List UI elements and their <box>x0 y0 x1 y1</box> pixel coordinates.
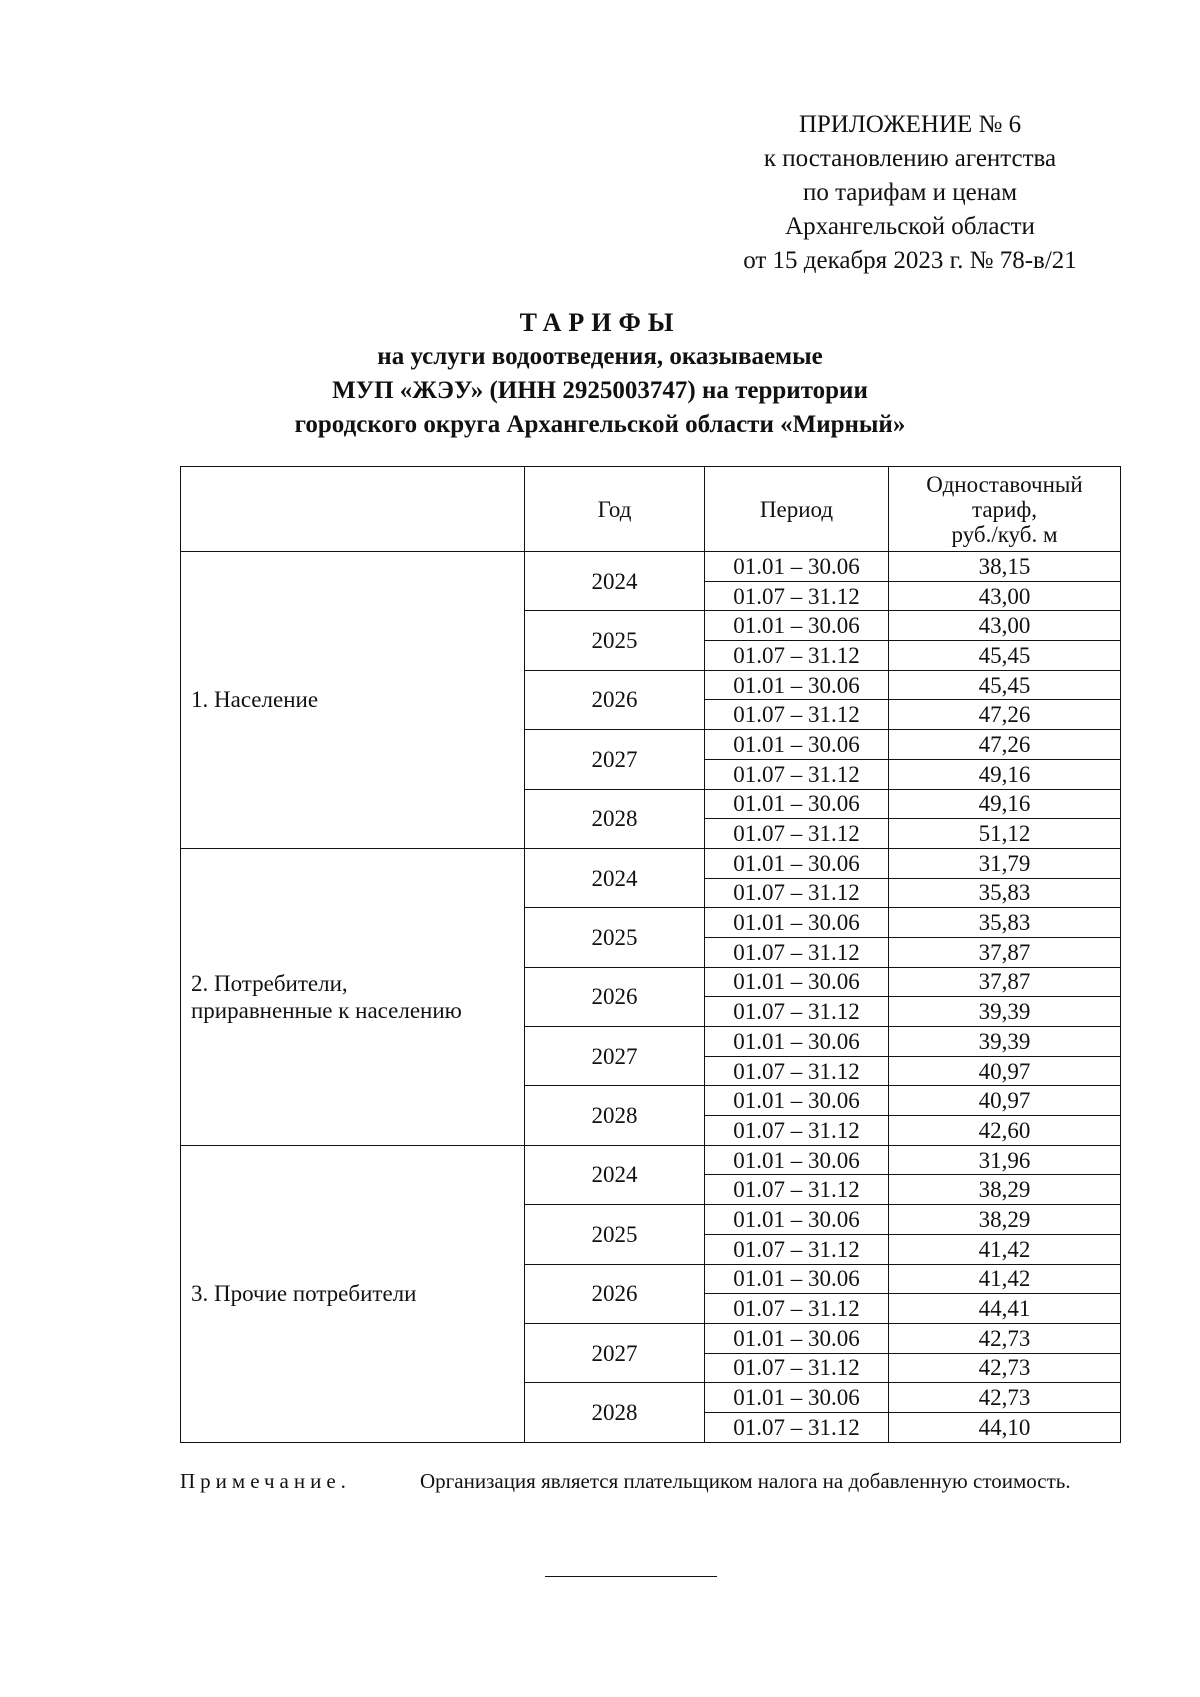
period-cell: 01.01 – 30.06 <box>705 967 889 997</box>
period-cell: 01.01 – 30.06 <box>705 1264 889 1294</box>
rate-cell: 43,00 <box>889 581 1121 611</box>
rate-cell: 47,26 <box>889 730 1121 760</box>
category-label: 1. Население <box>191 687 319 713</box>
period-cell: 01.07 – 31.12 <box>705 1234 889 1264</box>
year-cell: 2025 <box>525 1205 705 1264</box>
period-cell: 01.07 – 31.12 <box>705 1056 889 1086</box>
year-cell: 2026 <box>525 1264 705 1323</box>
rate-cell: 49,16 <box>889 759 1121 789</box>
period-cell: 01.07 – 31.12 <box>705 1294 889 1324</box>
rate-cell: 35,83 <box>889 908 1121 938</box>
appendix-header <box>720 108 1100 278</box>
rate-cell: 38,29 <box>889 1205 1121 1235</box>
table-row <box>181 848 1121 878</box>
year-cell: 2025 <box>525 611 705 670</box>
table-header-row <box>181 467 1121 552</box>
period-cell: 01.01 – 30.06 <box>705 1383 889 1413</box>
rate-cell: 37,87 <box>889 967 1121 997</box>
year-cell: 2027 <box>525 730 705 789</box>
rate-cell: 31,79 <box>889 848 1121 878</box>
rate-cell: 43,00 <box>889 611 1121 641</box>
rate-cell: 31,96 <box>889 1145 1121 1175</box>
period-cell: 01.01 – 30.06 <box>705 1323 889 1353</box>
year-cell: 2026 <box>525 967 705 1026</box>
rate-cell: 44,10 <box>889 1412 1121 1442</box>
header-rate <box>889 467 1121 552</box>
rate-cell: 44,41 <box>889 1294 1121 1324</box>
rate-cell: 42,73 <box>889 1383 1121 1413</box>
title-main: ТАРИФЫ <box>519 308 681 337</box>
period-cell: 01.01 – 30.06 <box>705 1086 889 1116</box>
category-cell <box>181 848 525 1145</box>
table-row <box>181 1145 1121 1175</box>
header-rate-line2: тариф, <box>971 496 1037 522</box>
category-cell <box>181 1145 525 1442</box>
rate-cell: 38,15 <box>889 552 1121 582</box>
document-title <box>150 306 1050 442</box>
year-cell: 2028 <box>525 1086 705 1145</box>
closing-rule <box>545 1576 717 1577</box>
year-cell: 2027 <box>525 1323 705 1382</box>
category-cell <box>181 552 525 849</box>
period-cell: 01.07 – 31.12 <box>705 581 889 611</box>
year-cell: 2024 <box>525 552 705 611</box>
rate-cell: 41,42 <box>889 1234 1121 1264</box>
period-cell: 01.01 – 30.06 <box>705 789 889 819</box>
rate-cell: 45,45 <box>889 670 1121 700</box>
year-cell: 2024 <box>525 1145 705 1204</box>
header-category <box>181 467 525 552</box>
period-cell: 01.07 – 31.12 <box>705 700 889 730</box>
rate-cell: 35,83 <box>889 878 1121 908</box>
rate-cell: 51,12 <box>889 819 1121 849</box>
period-cell: 01.01 – 30.06 <box>705 1145 889 1175</box>
rate-cell: 40,97 <box>889 1086 1121 1116</box>
header-rate-line1: Одноставочный <box>926 471 1083 497</box>
note-label: Примечание. <box>180 1469 351 1493</box>
period-cell: 01.07 – 31.12 <box>705 937 889 967</box>
appendix-line-agency: по тарифам и ценам <box>802 179 1018 206</box>
category-label: 3. Прочие потребители <box>191 1281 417 1307</box>
rate-cell: 40,97 <box>889 1056 1121 1086</box>
period-cell: 01.07 – 31.12 <box>705 819 889 849</box>
rate-cell: 42,73 <box>889 1353 1121 1383</box>
header-rate-line3: руб./куб. м <box>951 521 1058 547</box>
rate-cell: 42,60 <box>889 1116 1121 1146</box>
note-text: Организация является плательщиком налога на добавленную стоимость. <box>420 1469 1071 1493</box>
period-cell: 01.01 – 30.06 <box>705 670 889 700</box>
appendix-title: ПРИЛОЖЕНИЕ № 6 <box>798 111 1022 138</box>
year-cell: 2027 <box>525 1027 705 1086</box>
rate-cell: 39,39 <box>889 1027 1121 1057</box>
year-cell: 2028 <box>525 789 705 848</box>
category-label-line2: приравненные к населению <box>191 997 462 1023</box>
rate-cell: 45,45 <box>889 641 1121 671</box>
period-cell: 01.07 – 31.12 <box>705 878 889 908</box>
period-cell: 01.07 – 31.12 <box>705 641 889 671</box>
period-cell: 01.07 – 31.12 <box>705 1412 889 1442</box>
table-row <box>181 552 1121 582</box>
title-line-organization: МУП «ЖЭУ» (ИНН 2925003747) на территории <box>332 377 868 404</box>
tariff-table-body <box>181 552 1121 1443</box>
rate-cell: 42,73 <box>889 1323 1121 1353</box>
rate-cell: 47,26 <box>889 700 1121 730</box>
period-cell: 01.01 – 30.06 <box>705 730 889 760</box>
category-label: 2. Потребители, <box>191 970 348 996</box>
rate-cell: 41,42 <box>889 1264 1121 1294</box>
rate-cell: 39,39 <box>889 997 1121 1027</box>
period-cell: 01.01 – 30.06 <box>705 848 889 878</box>
tariff-table <box>180 466 1121 1443</box>
period-cell: 01.01 – 30.06 <box>705 611 889 641</box>
period-cell: 01.01 – 30.06 <box>705 1205 889 1235</box>
rate-cell: 37,87 <box>889 937 1121 967</box>
period-cell: 01.01 – 30.06 <box>705 552 889 582</box>
period-cell: 01.07 – 31.12 <box>705 759 889 789</box>
period-cell: 01.07 – 31.12 <box>705 1353 889 1383</box>
year-cell: 2025 <box>525 908 705 967</box>
appendix-line-region: Архангельской области <box>785 213 1035 240</box>
year-cell: 2024 <box>525 848 705 907</box>
appendix-line-date: от 15 декабря 2023 г. № 78-в/21 <box>743 247 1077 274</box>
rate-cell: 38,29 <box>889 1175 1121 1205</box>
year-cell: 2026 <box>525 670 705 729</box>
period-cell: 01.07 – 31.12 <box>705 1116 889 1146</box>
appendix-line-resolution: к постановлению агентства <box>763 145 1057 172</box>
year-cell: 2028 <box>525 1383 705 1442</box>
title-line-services: на услуги водоотведения, оказываемые <box>377 343 823 370</box>
rate-cell: 49,16 <box>889 789 1121 819</box>
title-line-territory: городского округа Архангельской области «Мирный» <box>294 411 906 438</box>
period-cell: 01.01 – 30.06 <box>705 1027 889 1057</box>
header-period: Период <box>705 467 889 552</box>
period-cell: 01.07 – 31.12 <box>705 997 889 1027</box>
period-cell: 01.01 – 30.06 <box>705 908 889 938</box>
period-cell: 01.07 – 31.12 <box>705 1175 889 1205</box>
header-year: Год <box>525 467 705 552</box>
